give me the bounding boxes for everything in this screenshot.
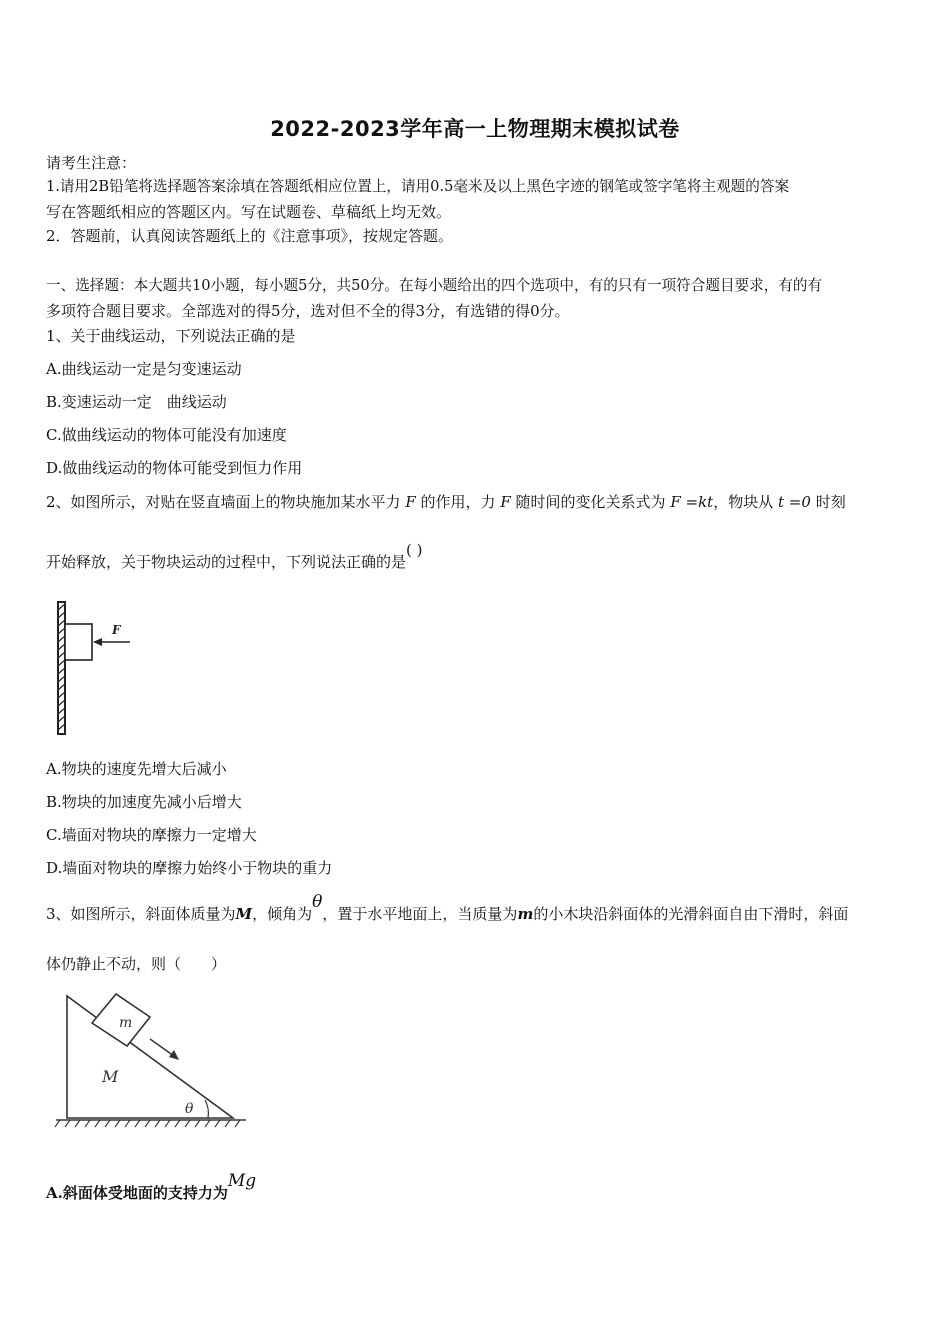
q2-option-a: A.物块的速度先增大后减小 (46, 760, 227, 778)
q2-stem-line2 (46, 541, 423, 573)
notice-item-1a: 1.请用2B铅笔将选择题答案涂填在答题纸相应位置上，请用0.5毫米及以上黑色字迹的钢笔或签字笔将主观题的答案 (46, 178, 790, 195)
body-label: M (102, 1067, 119, 1086)
force-arrowhead (93, 638, 102, 646)
q3-option-a (46, 1171, 257, 1204)
motion-arrow (150, 1039, 174, 1056)
q2-stem-part1: 2、如图所示，对贴在竖直墙面上的物块施加某水平力 (46, 493, 401, 511)
q3-stem-part1: 3、如图所示，斜面体质量为 (46, 905, 236, 923)
q2-stem-part4: ，物块从 (713, 493, 774, 511)
q1-option-c: C.做曲线运动的物体可能没有加速度 (46, 426, 287, 444)
q3-stem-line1 (46, 892, 849, 925)
ground-hatching (55, 1120, 240, 1127)
q2-option-d: D.墙面对物块的摩擦力始终小于物块的重力 (46, 859, 333, 877)
q3-option-a-text: A.斜面体受地面的支持力为 (46, 1184, 228, 1202)
q2-figure (50, 600, 140, 740)
q2-stem-b: 开始释放，关于物块运动的过程中，下列说法正确的是 (46, 553, 407, 571)
page-title: 2022-2023学年高一上物理期末模拟试卷 (270, 117, 680, 141)
q3-var-m-big: M (235, 905, 253, 923)
incline-body (67, 996, 233, 1118)
q2-stem-part3: 随时间的变化关系式为 (515, 493, 666, 511)
notice-item-2: 2．答题前，认真阅读答题纸上的《注意事项》，按规定答题。 (46, 227, 454, 245)
q2-var-f-2: F (500, 493, 511, 511)
q3-stem-part4: 的小木块沿斜面体的光滑斜面自由下滑时，斜面 (533, 905, 849, 923)
block-label: m (119, 1015, 133, 1031)
q2-stem-part5: 时刻 (815, 493, 846, 511)
block (65, 624, 92, 660)
section-intro-a: 一、选择题：本大题共10小题，每小题5分，共50分。在每小题给出的四个选项中，有的只有一项符合题目要求，有的有 (46, 277, 823, 294)
q3-stem-line2: 体仍静止不动，则（ ） (46, 955, 227, 973)
angle-label: θ (185, 1101, 194, 1117)
q2-formula-t: t =0 (778, 493, 811, 511)
motion-arrowhead (169, 1050, 179, 1060)
q1-option-a: A.曲线运动一定是匀变速运动 (46, 360, 242, 378)
q2-option-c: C.墙面对物块的摩擦力一定增大 (46, 826, 257, 844)
q2-stem-line1 (46, 491, 846, 513)
q3-var-theta: θ (312, 892, 323, 912)
q2-option-b: B.物块的加速度先减小后增大 (46, 793, 242, 811)
q2-stem-part2: 的作用，力 (420, 493, 496, 511)
q2-formula-f: F =kt (670, 493, 714, 511)
q3-var-m-small: m (517, 905, 534, 923)
q3-stem-part2: ，倾角为 (252, 905, 313, 923)
notice-heading: 请考生注意： (46, 154, 137, 172)
q1-option-d: D.做曲线运动的物体可能受到恒力作用 (46, 459, 303, 477)
q1-stem: 1、关于曲线运动，下列说法正确的是 (46, 327, 296, 345)
notice-item-1b: 写在答题纸相应的答题区内。写在试题卷、草稿纸上均无效。 (46, 203, 452, 221)
force-label: F (112, 623, 121, 637)
q2-answer-paren: ( ) (406, 541, 423, 559)
wall (58, 602, 65, 734)
q2-var-f: F (405, 493, 416, 511)
q3-stem-part3: ，置于水平地面上，当质量为 (322, 905, 518, 923)
q3-option-a-formula: Mg (227, 1171, 257, 1191)
q1-option-b: B.变速运动一定 曲线运动 (46, 393, 227, 411)
q3-figure (50, 990, 250, 1130)
section-intro-b: 多项符合题目要求。全部选对的得5分，选对但不全的得3分，有选错的得0分。 (46, 302, 570, 320)
